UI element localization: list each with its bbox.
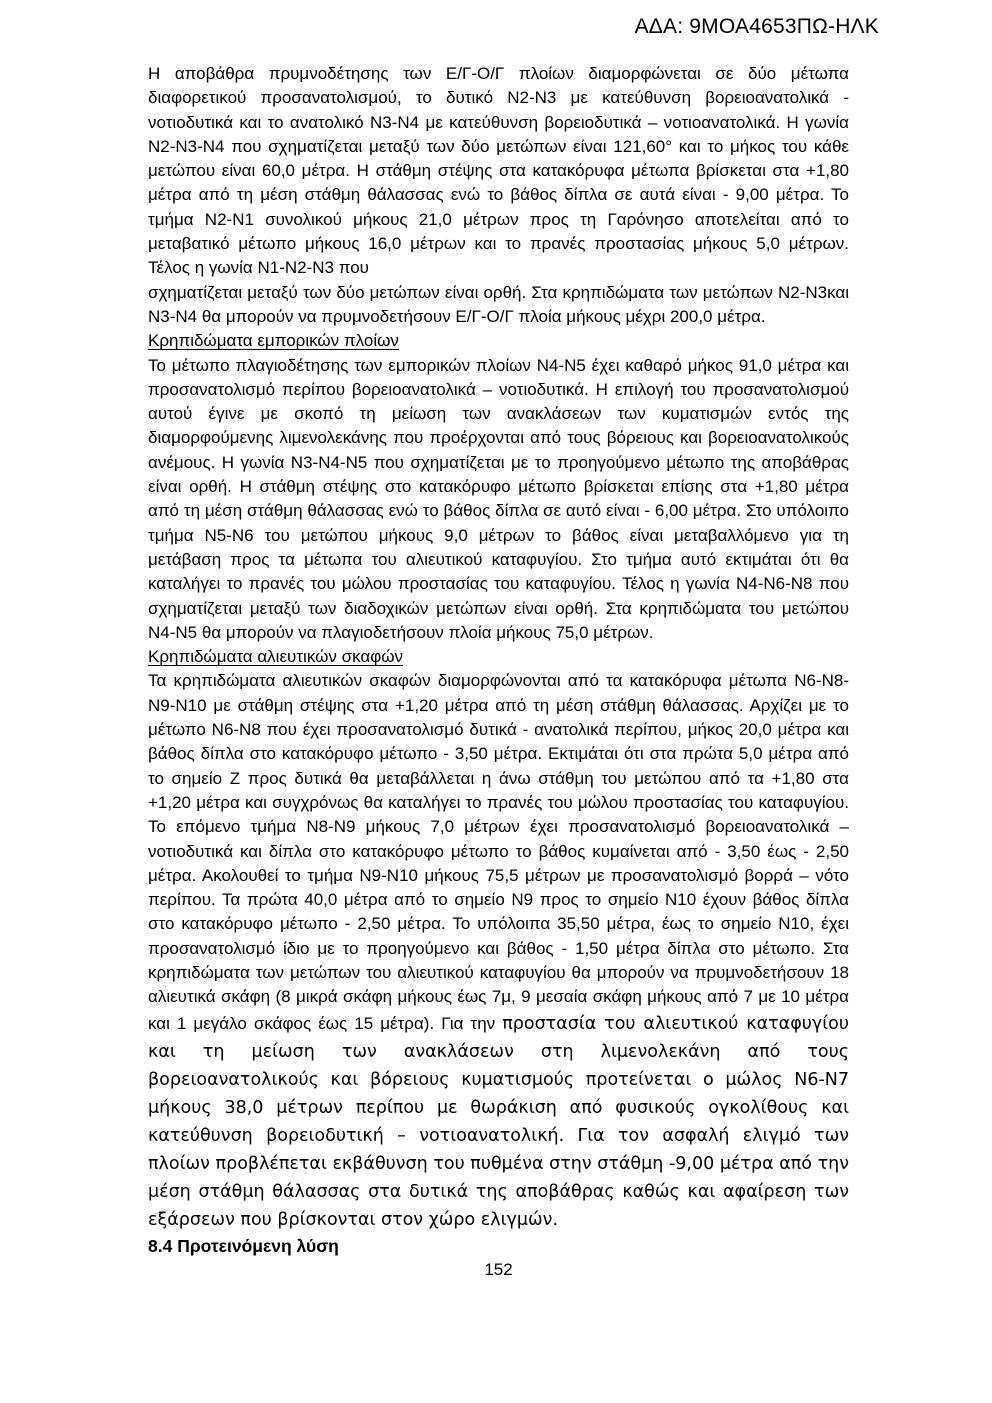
intro-paragraph-1: Η αποβάθρα πρυμνοδέτησης των Ε/Γ-Ο/Γ πλοίων διαμορφώνεται σε δύο μέτωπα διαφορετικού προσανατολισμού, το δυτικό Ν2-Ν3 με κατεύθυνση βορειοανατολικά - νοτιοδυτικά και το ανατολικό Ν3-Ν4 με κατεύθυνση βορειοδυτικά – νοτιοανατολικά. Η γωνία Ν2-Ν3-Ν4 που σχηματίζεται μεταξύ των δύο μετώπων είναι 121,60° και το μήκος του κάθε μετώπου είναι 60,0 μέτρα. Η στάθμη στέψης στα κατακόρυφα μέτωπα βρίσκεται στα +1,80 μέτρα από τη μέση στάθμη θάλασσας ενώ το βάθος δίπλα σε αυτά είναι - 9,00 μέτρα. Το τμήμα Ν2-Ν1 συνολικού μήκους 21,0 μέτρων προς τη Γαρόνησο αποτελείται από το μεταβατικό μέτωπο μήκους 16,0 μέτρων και το πρανές προστασίας μήκους 5,0 μέτρων. Τέλος η γωνία Ν1-Ν2-Ν3 που xyxy=(148,64,849,278)
section-heading-commercial-quays: Κρηπιδώματα εμπορικών πλοίων xyxy=(148,331,399,351)
intro-paragraph-2: σχηματίζεται μεταξύ των δύο μετώπων είναι ορθή. Στα κρηπιδώματα των μετώπων Ν2-Ν3και Ν3-Ν4 θα μπορούν να πρυμνοδετήσουν Ε/Γ-Ο/Γ πλοία μήκους μέχρι 200,0 μέτρα. xyxy=(148,282,849,326)
page-number: 152 xyxy=(484,1259,513,1279)
commercial-quays-paragraph: Το μέτωπο πλαγιοδέτησης των εμπορικών πλοίων Ν4-Ν5 έχει καθαρό μήκος 91,0 μέτρα και προσανατολισμό περίπου βορειοανατολικά – νοτιοδυτικά. Η επιλογή του προσανατολισμού αυτού έγινε με σκοπό τη μείωση των ανακλάσεων των κυματισμών εντός της διαμορφούμενης λιμενολεκάνης που προέρχονται από τους βόρειους και βορειοανατολικούς ανέμους. Η γωνία Ν3-Ν4-Ν5 που σχηματίζεται με το προηγούμενο μέτωπο της αποβάθρας είναι ορθή. Η στάθμη στέψης στο κατακόρυφο μέτωπο βρίσκεται επίσης στα +1,80 μέτρα από τη μέση στάθμη θάλασσας ενώ το βάθος δίπλα σε αυτό είναι - 6,00 μέτρα. Στο υπόλοιπο τμήμα Ν5-Ν6 του μετώπου μήκους 9,0 μέτρων το βάθος είναι μεταβαλλόμενο για τη μετάβαση προς τα μέτωπα του αλιευτικού καταφυγίου. Στο τμήμα αυτό εκτιμάται ότι θα καταλήγει το πρανές του μώλου προστασίας του καταφυγίου. Τέλος η γωνία Ν4-Ν6-Ν8 που σχηματίζεται μεταξύ των διαδοχικών μετώπων είναι ορθή. Στα κρηπιδώματα του μετώπου Ν4-Ν5 θα μπορούν να πλαγιοδετήσουν πλοία μήκους 75,0 μέτρων. xyxy=(148,355,849,642)
document-body xyxy=(148,62,849,1282)
fishing-quays-text-part2: προστασία του αλιευτικού καταφυγίου και τη μείωση των ανακλάσεων στη λιμενολεκάνη από τους βορειοανατολικούς και βόρειους κυματισμούς προτείνεται ο μώλος Ν6-Ν7 μήκους 38,0 μέτρων περίπου με θωράκιση από φυσικούς ογκολίθους και κατεύθυνση βορειοδυτική – νοτιοανατολική. Για τον ασφαλή ελιγμό των πλοίων προβλέπεται εκβάθυνση του πυθμένα στην στάθμη -9,00 μέτρα από την μέση στάθμη θάλασσας στα δυτικά της αποβάθρας καθώς και αφαίρεση των εξάρσεων που βρίσκονται στον χώρο ελιγμών. xyxy=(148,1013,849,1230)
section-heading-fishing-quays: Κρηπιδώματα αλιευτικών σκαφών xyxy=(148,647,404,667)
fishing-quays-text-part1: Τα κρηπιδώματα αλιευτικών σκαφών διαμορφώνονται από τα κατακόρυφα μέτωπα Ν6-Ν8-Ν9-Ν10 με στάθμη στέψης στα +1,20 μέτρα από τη μέση στάθμη θάλασσας. Αρχίζει με το μέτωπο Ν6-Ν8 που έχει προσανατολισμό δυτικά - ανατολικά περίπου, μήκος 20,0 μέτρα και βάθος δίπλα στο κατακόρυφο μέτωπο - 3,50 μέτρα. Εκτιμάται ότι στα πρώτα 5,0 μέτρα από το σημείο Ζ προς δυτικά θα μεταβάλλεται η άνω στάθμη του μετώπου από τα +1,80 στα +1,20 μέτρα και συγχρόνως θα καταλήγει το πρανές του μώλου προστασίας του καταφυγίου. Το επόμενο τμήμα Ν8-Ν9 μήκους 7,0 μέτρων έχει προσανατολισμό βορειοανατολικά – νοτιοδυτικά και δίπλα στο κατακόρυφο μέτωπο το βάθος κυμαίνεται από - 3,50 έως - 2,50 μέτρα. Ακολουθεί το τμήμα Ν9-Ν10 μήκους 75,5 μέτρων με προσανατολισμό βορρά – νότο περίπου. Τα πρώτα 40,0 μέτρα από το σημείο Ν9 προς το σημείο Ν10 έχουν βάθος δίπλα στο κατακόρυφο μέτωπο - 2,50 μέτρα. Το υπόλοιπα 35,50 μέτρα, έως το σημείο Ν10, έχει προσανατολισμό ίδιο με το προηγούμενο και βάθος - 1,50 μέτρα δίπλα στο μέτωπο. Στα κρηπιδώματα των μετώπων του αλιευτικού καταφυγίου θα μπορούν να πρυμνοδετήσουν 18 αλιευτικά σκάφη (8 μικρά σκάφη μήκους έως 7μ, 9 μεσαία σκάφη μήκους από 7 με 10 μέτρα και 1 μεγάλο σκάφος έως 15 μέτρα). Για την xyxy=(148,671,849,1033)
ada-code: ΑΔΑ: 9ΜΟΑ4653ΠΩ-ΗΛΚ xyxy=(634,15,879,38)
fishing-quays-paragraph xyxy=(148,669,849,1233)
subsection-heading-proposed-solution: 8.4 Προτεινόμενη λύση xyxy=(148,1235,339,1256)
